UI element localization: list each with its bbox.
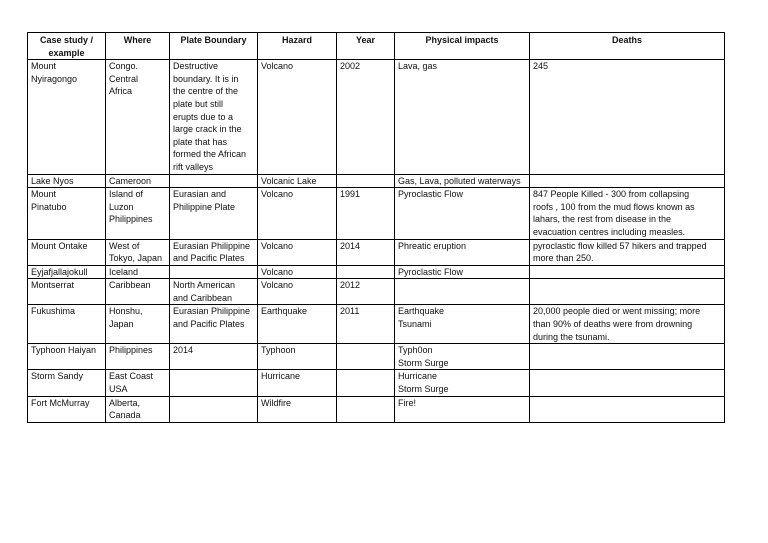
cell-hazard: Volcano bbox=[258, 239, 337, 265]
cell-hazard: Volcano bbox=[258, 265, 337, 279]
cell-physical-impacts: Fire! bbox=[395, 396, 530, 422]
table-row bbox=[28, 370, 725, 396]
cell-case-study: Mount Ontake bbox=[28, 239, 106, 265]
cell-year: 2011 bbox=[337, 305, 395, 344]
cell-hazard: Typhoon bbox=[258, 344, 337, 370]
table-row bbox=[28, 60, 725, 174]
header-deaths: Deaths bbox=[530, 33, 725, 60]
cell-where: West of Tokyo, Japan bbox=[106, 239, 170, 265]
cell-plate-boundary bbox=[170, 174, 258, 188]
cell-where: Honshu, Japan bbox=[106, 305, 170, 344]
header-year: Year bbox=[337, 33, 395, 60]
table-row bbox=[28, 305, 725, 344]
cell-case-study: Lake Nyos bbox=[28, 174, 106, 188]
cell-deaths: pyroclastic flow killed 57 hikers and trapped more than 250. bbox=[530, 239, 725, 265]
cell-deaths: 245 bbox=[530, 60, 725, 174]
cell-plate-boundary bbox=[170, 396, 258, 422]
cell-deaths: 20,000 people died or went missing; more than 90% of deaths were from drowning during the tsunami. bbox=[530, 305, 725, 344]
table-row bbox=[28, 239, 725, 265]
cell-deaths bbox=[530, 370, 725, 396]
cell-case-study: Eyjafjallajokull bbox=[28, 265, 106, 279]
cell-hazard: Volcano bbox=[258, 279, 337, 305]
table-row bbox=[28, 396, 725, 422]
cell-where: Congo. Central Africa bbox=[106, 60, 170, 174]
cell-plate-boundary: Destructive boundary. It is in the centre of the plate but still erupts due to a large crack in the plate that has formed the African rift valleys bbox=[170, 60, 258, 174]
case-study-table bbox=[27, 32, 725, 423]
cell-where: Cameroon bbox=[106, 174, 170, 188]
cell-physical-impacts: Lava, gas bbox=[395, 60, 530, 174]
cell-hazard: Wildfire bbox=[258, 396, 337, 422]
header-where: Where bbox=[106, 33, 170, 60]
cell-year: 1991 bbox=[337, 188, 395, 239]
header-plate-boundary: Plate Boundary bbox=[170, 33, 258, 60]
cell-hazard: Volcanic Lake bbox=[258, 174, 337, 188]
cell-case-study: Fort McMurray bbox=[28, 396, 106, 422]
cell-hazard: Volcano bbox=[258, 60, 337, 174]
cell-plate-boundary: Eurasian Philippine and Pacific Plates bbox=[170, 239, 258, 265]
cell-plate-boundary bbox=[170, 265, 258, 279]
cell-physical-impacts: Hurricane Storm Surge bbox=[395, 370, 530, 396]
cell-year bbox=[337, 265, 395, 279]
cell-physical-impacts: Pyroclastic Flow bbox=[395, 188, 530, 239]
cell-year bbox=[337, 370, 395, 396]
cell-where: Island of Luzon Philippines bbox=[106, 188, 170, 239]
cell-case-study: Montserrat bbox=[28, 279, 106, 305]
cell-plate-boundary: North American and Caribbean bbox=[170, 279, 258, 305]
table-row bbox=[28, 279, 725, 305]
cell-hazard: Volcano bbox=[258, 188, 337, 239]
cell-year: 2012 bbox=[337, 279, 395, 305]
cell-case-study: Mount Nyiragongo bbox=[28, 60, 106, 174]
cell-case-study: Typhoon Haiyan bbox=[28, 344, 106, 370]
cell-hazard: Earthquake bbox=[258, 305, 337, 344]
header-physical-impacts: Physical impacts bbox=[395, 33, 530, 60]
cell-plate-boundary: Eurasian and Philippine Plate bbox=[170, 188, 258, 239]
cell-hazard: Hurricane bbox=[258, 370, 337, 396]
cell-plate-boundary bbox=[170, 370, 258, 396]
cell-where: East Coast USA bbox=[106, 370, 170, 396]
cell-deaths bbox=[530, 174, 725, 188]
cell-deaths bbox=[530, 344, 725, 370]
cell-deaths bbox=[530, 265, 725, 279]
cell-where: Caribbean bbox=[106, 279, 170, 305]
cell-deaths: 847 People Killed - 300 from collapsing roofs , 100 from the mud flows known as lahars, the rest from disease in the evacuation centres including measles. bbox=[530, 188, 725, 239]
table-row bbox=[28, 344, 725, 370]
cell-where: Iceland bbox=[106, 265, 170, 279]
cell-year: 2014 bbox=[337, 239, 395, 265]
cell-plate-boundary: Eurasian Philippine and Pacific Plates bbox=[170, 305, 258, 344]
cell-where: Alberta, Canada bbox=[106, 396, 170, 422]
cell-case-study: Storm Sandy bbox=[28, 370, 106, 396]
cell-physical-impacts: Earthquake Tsunami bbox=[395, 305, 530, 344]
table-header-row bbox=[28, 33, 725, 60]
cell-physical-impacts: Gas, Lava, polluted waterways bbox=[395, 174, 530, 188]
cell-where: Philippines bbox=[106, 344, 170, 370]
cell-case-study: Mount Pinatubo bbox=[28, 188, 106, 239]
cell-physical-impacts bbox=[395, 279, 530, 305]
header-hazard: Hazard bbox=[258, 33, 337, 60]
cell-physical-impacts: Phreatic eruption bbox=[395, 239, 530, 265]
cell-physical-impacts: Typh0on Storm Surge bbox=[395, 344, 530, 370]
cell-year bbox=[337, 174, 395, 188]
cell-year bbox=[337, 344, 395, 370]
table-row bbox=[28, 265, 725, 279]
cell-year: 2002 bbox=[337, 60, 395, 174]
header-case-study: Case study / example bbox=[28, 33, 106, 60]
cell-physical-impacts: Pyroclastic Flow bbox=[395, 265, 530, 279]
cell-case-study: Fukushima bbox=[28, 305, 106, 344]
cell-deaths bbox=[530, 279, 725, 305]
cell-deaths bbox=[530, 396, 725, 422]
table-row bbox=[28, 174, 725, 188]
cell-plate-boundary: 2014 bbox=[170, 344, 258, 370]
cell-year bbox=[337, 396, 395, 422]
table-row bbox=[28, 188, 725, 239]
